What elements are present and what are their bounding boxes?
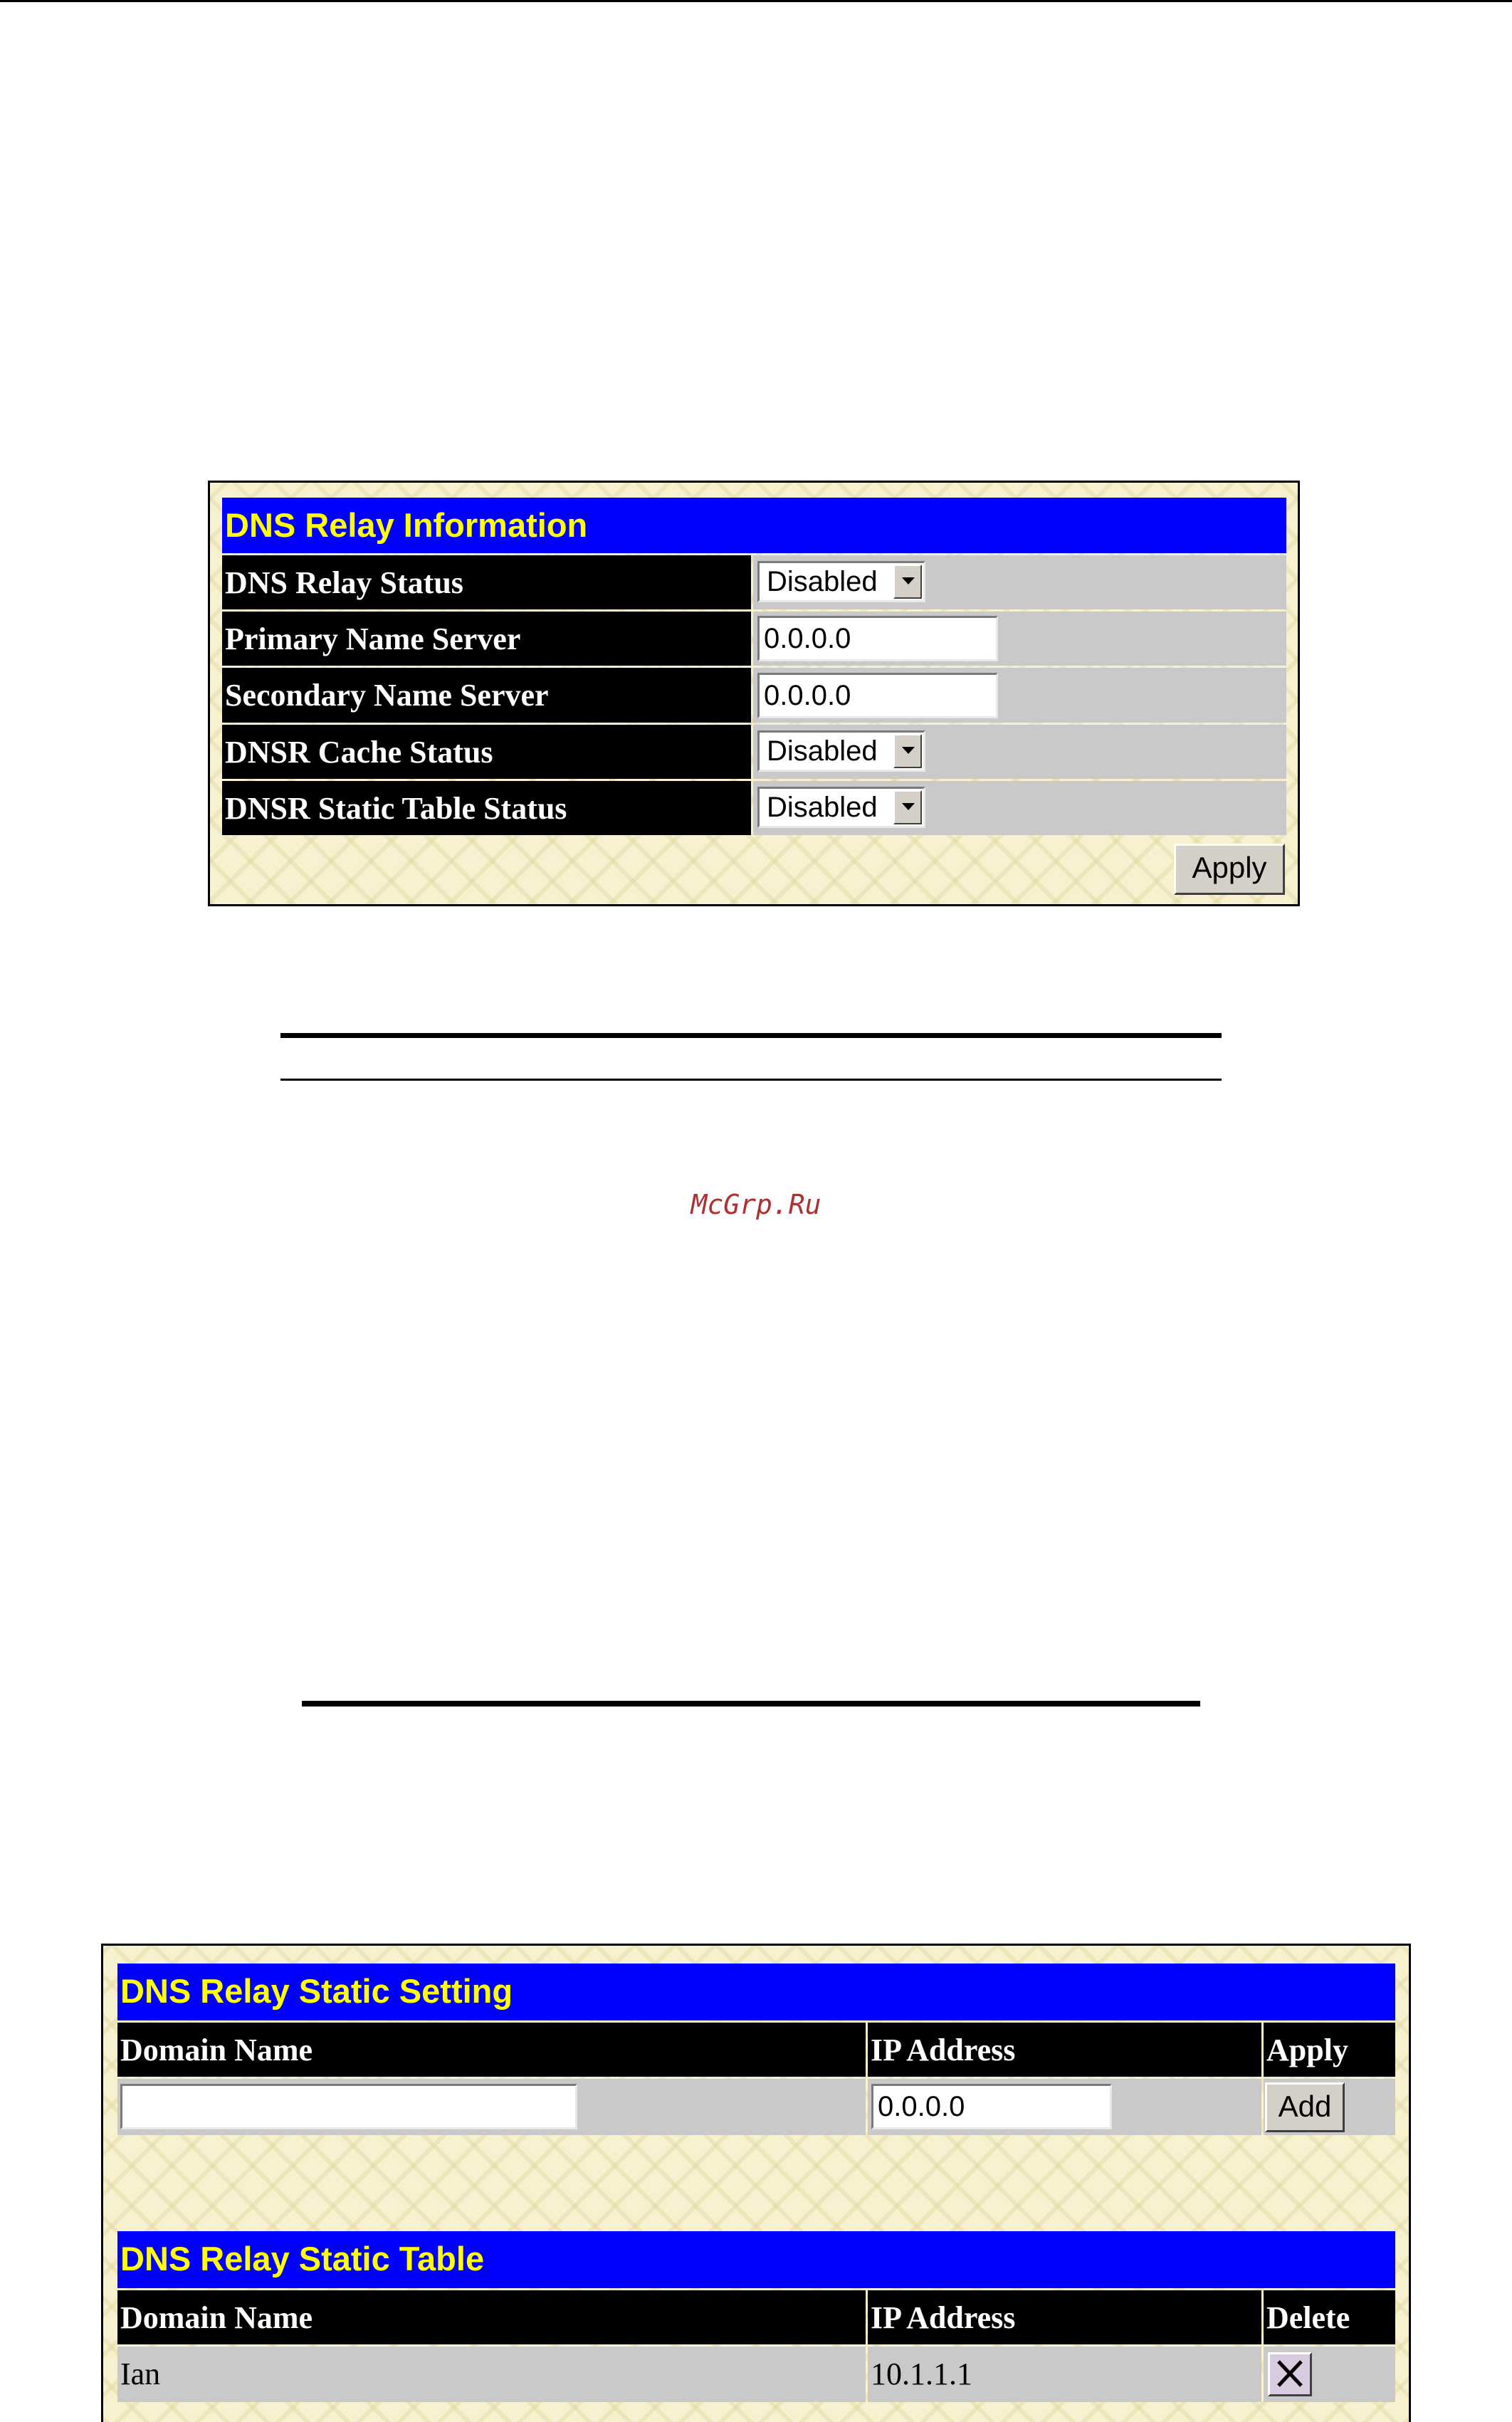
static-setting-title: DNS Relay Static Setting [117,1964,1395,2020]
dns-relay-status-cell [753,555,1286,609]
select-value: Disabled [767,565,878,597]
domain-input-cell [117,2079,866,2135]
dnsr-static-table-status-cell [753,781,1286,835]
static-table-title: DNS Relay Static Table [117,2231,1395,2288]
table-col-header-domain-name: Domain Name [117,2290,866,2344]
dns-relay-status-label: DNS Relay Status [222,555,751,609]
domain-name-input[interactable] [120,2084,577,2129]
dnsr-static-table-status-select[interactable] [757,787,925,828]
col-header-ip-address: IP Address [868,2023,1261,2077]
row-ip-address: 10.1.1.1 [871,2357,972,2391]
dns-relay-static-panel [101,1944,1411,2422]
table-col-header-delete: Delete [1264,2290,1395,2344]
primary-name-server-input[interactable]: 0.0.0.0 [757,616,998,661]
table-row-delete-cell [1264,2347,1395,2402]
dnsr-static-table-status-label: DNSR Static Table Status [222,781,751,835]
add-button-cell [1264,2079,1395,2135]
apply-button[interactable]: Apply [1174,844,1285,895]
ip-address-input[interactable]: 0.0.0.0 [871,2084,1112,2129]
secondary-name-server-cell [753,668,1286,723]
table-row-ip-cell [868,2347,1261,2402]
section-rule-thick [280,1033,1222,1038]
panel-title: DNS Relay Information [222,498,1286,553]
table-row [117,2347,866,2402]
secondary-name-server-input[interactable]: 0.0.0.0 [757,673,998,718]
section-rule-bottom [302,1701,1200,1707]
primary-name-server-label: Primary Name Server [222,612,751,666]
add-button[interactable]: Add [1265,2082,1345,2132]
ip-input-cell [868,2079,1261,2135]
chevron-down-icon[interactable] [893,565,922,599]
dnsr-cache-status-select[interactable] [757,730,925,772]
select-value: Disabled [767,735,878,767]
dnsr-cache-status-cell [753,725,1286,779]
dnsr-cache-status-label: DNSR Cache Status [222,725,751,779]
secondary-name-server-label: Secondary Name Server [222,668,751,723]
delete-row-button[interactable] [1268,2352,1312,2396]
dns-relay-information-panel [208,481,1300,906]
watermark-text: McGrp.Ru [691,1189,821,1220]
primary-name-server-cell [753,612,1286,666]
page-top-rule [0,0,1512,2]
chevron-down-icon[interactable] [893,790,922,824]
table-col-header-ip-address: IP Address [868,2290,1261,2344]
col-header-apply: Apply [1264,2023,1395,2077]
section-rule-thin [280,1079,1222,1081]
select-value: Disabled [767,791,878,823]
delete-x-icon [1270,2354,1310,2394]
row-domain-name: Ian [120,2357,161,2391]
col-header-domain-name: Domain Name [117,2023,866,2077]
dns-relay-status-select[interactable] [757,561,925,602]
chevron-down-icon[interactable] [893,734,922,768]
